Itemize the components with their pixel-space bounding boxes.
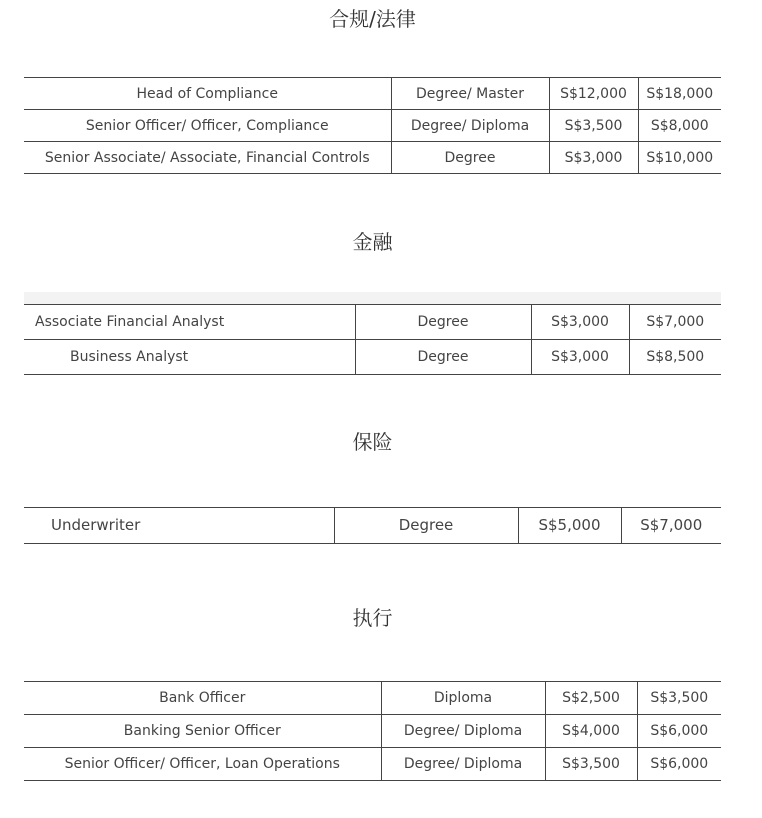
max-salary-cell: S$7,000 bbox=[621, 508, 721, 544]
job-title-cell: Senior Officer/ Officer, Loan Operations bbox=[24, 748, 381, 781]
table-row bbox=[24, 110, 721, 142]
job-title-cell: Senior Officer/ Officer, Compliance bbox=[24, 110, 391, 142]
job-title-cell: Bank Officer bbox=[24, 682, 381, 715]
table-row bbox=[24, 715, 721, 748]
job-title-cell: Underwriter bbox=[24, 508, 334, 544]
section-title-compliance: 合规/法律 bbox=[329, 7, 416, 31]
min-salary-cell: S$3,500 bbox=[545, 748, 637, 781]
max-salary-cell: S$6,000 bbox=[637, 748, 721, 781]
section-title-finance: 金融 bbox=[352, 230, 393, 254]
min-salary-cell: S$3,000 bbox=[531, 305, 629, 340]
max-salary-cell: S$18,000 bbox=[638, 78, 721, 110]
table-row bbox=[24, 340, 721, 375]
table-row bbox=[24, 142, 721, 174]
min-salary-cell: S$4,000 bbox=[545, 715, 637, 748]
min-salary-cell: S$3,500 bbox=[549, 110, 638, 142]
section-title-operations: 执行 bbox=[352, 606, 393, 630]
qualification-cell: Degree/ Diploma bbox=[381, 748, 545, 781]
min-salary-cell: S$3,000 bbox=[531, 340, 629, 375]
table-row bbox=[24, 78, 721, 110]
max-salary-cell: S$3,500 bbox=[637, 682, 721, 715]
min-salary-cell: S$2,500 bbox=[545, 682, 637, 715]
table-row bbox=[24, 682, 721, 715]
min-salary-cell: S$12,000 bbox=[549, 78, 638, 110]
section-title-insurance: 保险 bbox=[352, 430, 393, 454]
table-row bbox=[24, 748, 721, 781]
table-row bbox=[24, 305, 721, 340]
min-salary-cell: S$5,000 bbox=[518, 508, 621, 544]
max-salary-cell: S$7,000 bbox=[629, 305, 721, 340]
salary-table-insurance bbox=[24, 507, 721, 544]
qualification-cell: Degree/ Diploma bbox=[381, 715, 545, 748]
job-title-cell: Banking Senior Officer bbox=[24, 715, 381, 748]
salary-table-operations bbox=[24, 681, 721, 781]
qualification-cell: Degree bbox=[334, 508, 518, 544]
job-title-cell: Business Analyst bbox=[24, 340, 355, 375]
table-row bbox=[24, 508, 721, 544]
max-salary-cell: S$8,000 bbox=[638, 110, 721, 142]
salary-table-compliance bbox=[24, 77, 721, 174]
table-header-strip bbox=[24, 292, 721, 304]
max-salary-cell: S$8,500 bbox=[629, 340, 721, 375]
job-title-cell: Associate Financial Analyst bbox=[24, 305, 355, 340]
qualification-cell: Degree bbox=[391, 142, 549, 174]
salary-table-finance bbox=[24, 304, 721, 375]
qualification-cell: Degree bbox=[355, 305, 531, 340]
job-title-cell: Senior Associate/ Associate, Financial Controls bbox=[24, 142, 391, 174]
qualification-cell: Degree/ Diploma bbox=[391, 110, 549, 142]
qualification-cell: Degree/ Master bbox=[391, 78, 549, 110]
qualification-cell: Diploma bbox=[381, 682, 545, 715]
max-salary-cell: S$6,000 bbox=[637, 715, 721, 748]
max-salary-cell: S$10,000 bbox=[638, 142, 721, 174]
qualification-cell: Degree bbox=[355, 340, 531, 375]
min-salary-cell: S$3,000 bbox=[549, 142, 638, 174]
job-title-cell: Head of Compliance bbox=[24, 78, 391, 110]
